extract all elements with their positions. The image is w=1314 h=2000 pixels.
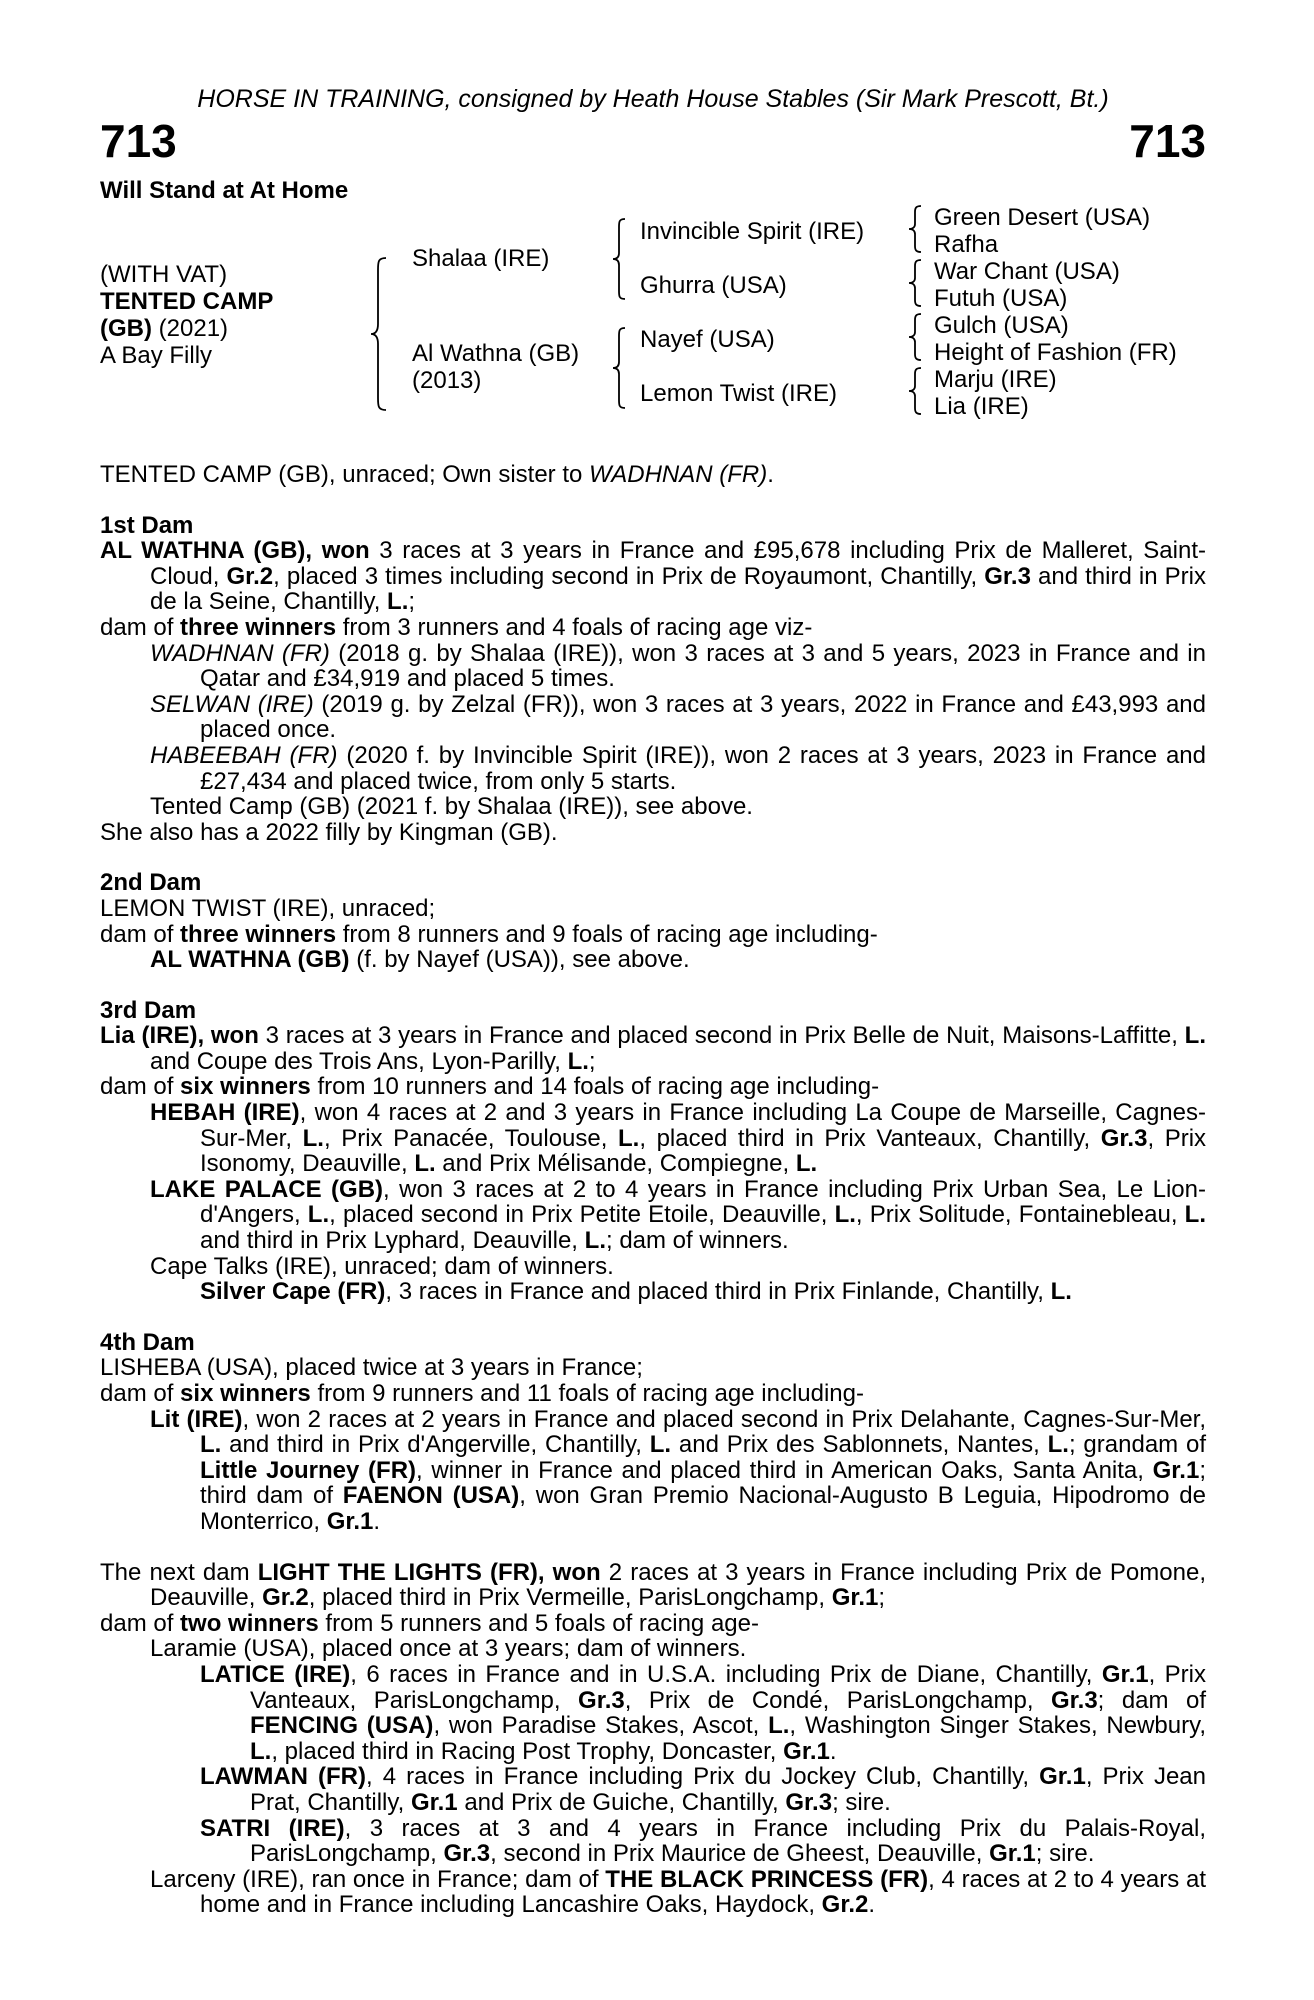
- pedigree-gen2-3: Nayef (USA): [640, 326, 775, 353]
- will-stand-note: Will Stand at At Home: [100, 177, 349, 204]
- pedigree-gen3-3: War Chant (USA): [934, 258, 1120, 285]
- lot-number-left: 713: [100, 115, 177, 167]
- next-dam-offspring-2: Larceny (IRE), ran once in France; dam of THE BLACK PRINCESS (FR), 4 races at 2 to 4 years at home and in France including Lancashire Oaks, Haydock, Gr.2.: [150, 1865, 1206, 1919]
- brace-g3-4: [906, 366, 926, 416]
- first-dam-produce: dam of three winners from 3 runners and 4 foals of racing age viz-: [100, 613, 813, 641]
- brace-g3-3: [906, 312, 926, 362]
- third-dam-record: Lia (IRE), won 3 races at 3 years in France and placed second in Prix Belle de Nuit, Maisons-Laffitte, L. and Coupe des Trois Ans, Lyon-Parilly, L.;: [100, 1022, 1206, 1075]
- horse-description: A Bay Filly: [100, 342, 213, 369]
- next-dam-grandchild-1: LATICE (IRE), 6 races in France and in U.S.A. including Prix de Diane, Chantilly, Gr.1, Prix Vanteaux, ParisLongchamp, Gr.3, Prix de Condé, ParisLongchamp, Gr.3; dam of FENCING (USA), won Paradise Stakes, Ascot, L., Washington Singer Stakes, Newbury, L., placed third in Racing Post Trophy, Doncaster, Gr.1.: [200, 1660, 1207, 1765]
- next-dam-grandchild-3: SATRI (IRE), 3 races at 3 and 4 years in France including Prix du Palais-Royal, ParisLongchamp, Gr.3, second in Prix Maurice de Gheest, Deauville, Gr.1; sire.: [200, 1814, 1206, 1868]
- second-dam-offspring-1: AL WATHNA (GB) (f. by Nayef (USA)), see above.: [150, 946, 690, 974]
- dam-year: (2013): [412, 367, 482, 394]
- first-dam-offspring-3: HABEEBAH (FR) (2020 f. by Invincible Spirit (IRE)), won 2 races at 3 years, 2023 in France and £27,434 and placed twice, from only 5 starts.: [150, 741, 1206, 795]
- pedigree-gen2-4: Lemon Twist (IRE): [640, 380, 837, 407]
- brace-main: [368, 256, 392, 412]
- next-dam-record: The next dam LIGHT THE LIGHTS (FR), won 2 races at 3 years in France including Prix de Pomone, Deauville, Gr.2, placed third in Prix Vermeille, ParisLongchamp, Gr.1;: [100, 1558, 1206, 1612]
- fourth-dam-record: LISHEBA (USA), placed twice at 3 years in France;: [100, 1354, 643, 1382]
- horse-origin-year: (GB) (2021): [100, 315, 229, 342]
- next-dam-produce: dam of two winners from 5 runners and 5 foals of racing age-: [100, 1609, 759, 1637]
- pedigree-gen2-2: Ghurra (USA): [640, 272, 787, 299]
- pedigree-gen3-6: Height of Fashion (FR): [934, 339, 1177, 366]
- second-dam-record: LEMON TWIST (IRE), unraced;: [100, 894, 436, 922]
- vat-note: (WITH VAT): [100, 261, 228, 288]
- pedigree-gen2-1: Invincible Spirit (IRE): [640, 218, 865, 245]
- consignor-header: HORSE IN TRAINING, consigned by Heath House Stables (Sir Mark Prescott, Bt.): [197, 85, 1109, 113]
- first-dam-note: She also has a 2022 filly by Kingman (GB).: [100, 818, 558, 846]
- third-dam-offspring-1: HEBAH (IRE), won 4 races at 2 and 3 years in France including La Coupe de Marseille, Cagnes-Sur-Mer, L., Prix Panacée, Toulouse, L., placed third in Prix Vanteaux, Chantilly, Gr.3, Prix Isonomy, Deauville, L. and Prix Mélisande, Compiegne, L.: [150, 1099, 1207, 1178]
- pedigree-gen3-2: Rafha: [934, 231, 999, 258]
- fourth-dam-offspring-1: Lit (IRE), won 2 races at 2 years in France and placed second in Prix Delahante, Cagnes-Sur-Mer, L. and third in Prix d'Angerville, Chantilly, L. and Prix des Sablonnets, Nantes, L.; grandam of Little Journey (FR), winner in France and placed third in American Oaks, Santa Anita, Gr.1; third dam of FAENON (USA), won Gran Premio Nacional-Augusto B Leguia, Hipodromo de Monterrico, Gr.1.: [150, 1405, 1206, 1535]
- third-dam-produce: dam of six winners from 10 runners and 14 foals of racing age including-: [100, 1073, 880, 1101]
- intro-line: TENTED CAMP (GB), unraced; Own sister to WADHNAN (FR).: [100, 461, 774, 488]
- first-dam-offspring-2: SELWAN (IRE) (2019 g. by Zelzal (FR)), won 3 races at 3 years, 2022 in France and £43,993 and placed once.: [150, 690, 1206, 744]
- pedigree-gen3-8: Lia (IRE): [934, 393, 1029, 420]
- horse-name: TENTED CAMP: [100, 288, 274, 315]
- first-dam-offspring-1: WADHNAN (FR) (2018 g. by Shalaa (IRE)), won 3 races at 3 and 5 years, 2023 in France and in Qatar and £34,919 and placed 5 times.: [150, 639, 1206, 693]
- brace-sire: [610, 217, 630, 301]
- second-dam-heading: 2nd Dam: [100, 869, 202, 897]
- pedigree-gen3-4: Futuh (USA): [934, 285, 1068, 312]
- third-dam-offspring-2: LAKE PALACE (GB), won 3 races at 2 to 4 years in France including Prix Urban Sea, Le Lion-d'Angers, L., placed second in Prix Petite Etoile, Deauville, L., Prix Solitude, Fontainebleau, L. and third in Prix Lyphard, Deauville, L.; dam of winners.: [150, 1175, 1206, 1255]
- sire-name: Shalaa (IRE): [412, 245, 550, 272]
- brace-g3-1: [906, 204, 926, 254]
- pedigree-gen3-7: Marju (IRE): [934, 366, 1057, 393]
- lot-number-right: 713: [1129, 115, 1206, 167]
- third-dam-granddaughter: Silver Cape (FR), 3 races in France and placed third in Prix Finlande, Chantilly, L.: [200, 1278, 1072, 1306]
- brace-g3-2: [906, 258, 926, 308]
- next-dam-grandchild-2: LAWMAN (FR), 4 races in France including Prix du Jockey Club, Chantilly, Gr.1, Prix Jean Prat, Chantilly, Gr.1 and Prix de Guiche, Chantilly, Gr.3; sire.: [200, 1763, 1206, 1816]
- brace-dam: [610, 326, 630, 410]
- pedigree-gen3-1: Green Desert (USA): [934, 204, 1151, 231]
- pedigree-gen3-5: Gulch (USA): [934, 312, 1069, 339]
- third-dam-heading: 3rd Dam: [100, 996, 197, 1024]
- third-dam-offspring-3: Cape Talks (IRE), unraced; dam of winners.: [150, 1252, 614, 1280]
- fourth-dam-heading: 4th Dam: [100, 1328, 195, 1356]
- second-dam-produce: dam of three winners from 8 runners and 9 foals of racing age including-: [100, 920, 878, 948]
- fourth-dam-produce: dam of six winners from 9 runners and 11 foals of racing age including-: [100, 1380, 864, 1407]
- first-dam-offspring-4: Tented Camp (GB) (2021 f. by Shalaa (IRE)), see above.: [150, 793, 753, 821]
- next-dam-offspring-1: Laramie (USA), placed once at 3 years; dam of winners.: [150, 1635, 747, 1663]
- first-dam-record: AL WATHNA (GB), won 3 races at 3 years in France and £95,678 including Prix de Malleret, Saint-Cloud, Gr.2, placed 3 times including second in Prix de Royaumont, Chantilly, Gr.3 and third in Prix de la Seine, Chantilly, L.;: [100, 537, 1206, 616]
- first-dam-heading: 1st Dam: [100, 511, 194, 539]
- catalogue-body: [100, 462, 1206, 1918]
- dam-name: Al Wathna (GB): [412, 340, 580, 367]
